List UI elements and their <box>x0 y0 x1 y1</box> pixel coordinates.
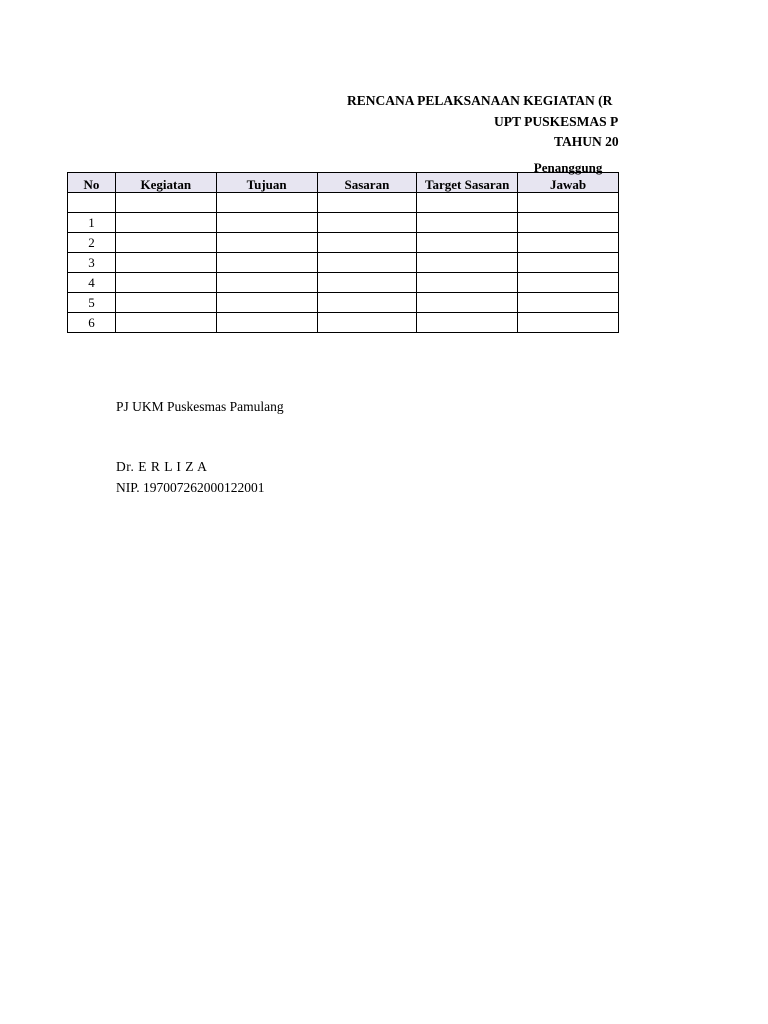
cell-penanggung-jawab <box>518 313 619 333</box>
col-header-penanggung-jawab <box>518 160 619 193</box>
cell-kegiatan <box>115 293 216 313</box>
table-row <box>68 193 619 213</box>
cell-tujuan <box>216 213 317 233</box>
cell-sasaran <box>317 293 417 313</box>
cell-target-sasaran <box>417 313 518 333</box>
cell-sasaran <box>317 273 417 293</box>
cell-kegiatan <box>115 233 216 253</box>
cell-tujuan <box>216 313 317 333</box>
cell-target-sasaran <box>417 253 518 273</box>
cell-target-sasaran <box>417 273 518 293</box>
col-header-target-sasaran: Target Sasaran <box>417 173 518 193</box>
cell-tujuan <box>216 253 317 273</box>
table-row <box>68 253 619 273</box>
cell-kegiatan <box>115 213 216 233</box>
cell-no: 4 <box>68 273 116 293</box>
table-header-row <box>68 173 619 193</box>
cell-tujuan <box>216 293 317 313</box>
cell-penanggung-jawab <box>518 213 619 233</box>
cell-target-sasaran <box>417 213 518 233</box>
cell-kegiatan <box>115 253 216 273</box>
cell-tujuan <box>216 193 317 213</box>
cell-target-sasaran <box>417 293 518 313</box>
table-row <box>68 233 619 253</box>
col-header-kegiatan: Kegiatan <box>115 173 216 193</box>
cell-sasaran <box>317 313 417 333</box>
cell-penanggung-jawab <box>518 273 619 293</box>
cell-tujuan <box>216 233 317 253</box>
cell-penanggung-jawab <box>518 293 619 313</box>
document-subtitle: UPT PUSKESMAS P <box>494 114 619 129</box>
document-clip <box>0 0 619 360</box>
cell-target-sasaran <box>417 193 518 213</box>
activity-table <box>67 160 619 333</box>
cell-no: 1 <box>68 213 116 233</box>
cell-no: 5 <box>68 293 116 313</box>
cell-penanggung-jawab <box>518 193 619 213</box>
cell-sasaran <box>317 193 417 213</box>
table-row <box>68 293 619 313</box>
cell-sasaran <box>317 253 417 273</box>
col-header-no: No <box>68 173 116 193</box>
cell-penanggung-jawab <box>518 233 619 253</box>
signatory-name: Dr. E R L I Z A <box>116 459 208 474</box>
table-row <box>68 313 619 333</box>
cell-target-sasaran <box>417 233 518 253</box>
cell-kegiatan <box>115 313 216 333</box>
cell-kegiatan <box>115 193 216 213</box>
cell-no: 3 <box>68 253 116 273</box>
cell-no: 6 <box>68 313 116 333</box>
cell-kegiatan <box>115 273 216 293</box>
col-header-tujuan: Tujuan <box>216 173 317 193</box>
cell-sasaran <box>317 233 417 253</box>
table-row <box>68 273 619 293</box>
col-header-sasaran: Sasaran <box>317 173 417 193</box>
cell-tujuan <box>216 273 317 293</box>
signatory-nip: NIP. 197007262000122001 <box>116 480 265 495</box>
cell-no: 2 <box>68 233 116 253</box>
table-row <box>68 213 619 233</box>
document-year: TAHUN 20 <box>554 134 619 149</box>
col-header-penanggung: Penanggung <box>533 160 603 175</box>
cell-no <box>68 193 116 213</box>
cell-sasaran <box>317 213 417 233</box>
col-header-jawab: Jawab <box>550 177 587 192</box>
document-title: RENCANA PELAKSANAAN KEGIATAN (R <box>347 93 613 108</box>
cell-penanggung-jawab <box>518 253 619 273</box>
signatory-role: PJ UKM Puskesmas Pamulang <box>116 399 284 414</box>
